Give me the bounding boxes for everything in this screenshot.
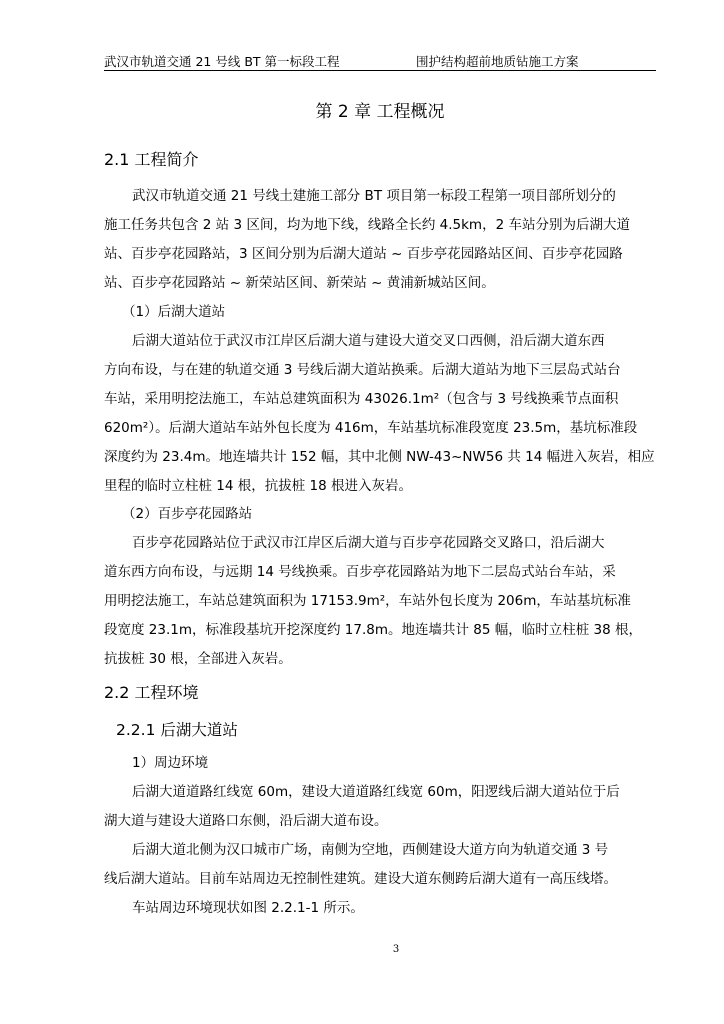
paragraph-line: 百步亭花园路站位于武汉市江岸区后湖大道与百步亭花园路交叉路口，沿后湖大 [132, 535, 605, 551]
list-item-surroundings: 1）周边环境 [132, 755, 209, 771]
paragraph-line: 车站周边环境现状如图 2.2.1-1 所示。 [132, 900, 364, 916]
paragraph-line: 道东西方向布设，与远期 14 号线换乘。百步亭花园路站为地下二层岛式站台车站，采 [104, 564, 616, 580]
paragraph-line: 车站，采用明挖法施工，车站总建筑面积为 43026.1m²（包含与 3 号线换乘节点面积 [104, 391, 619, 407]
paragraph-line: 方向布设，与在建的轨道交通 3 号线后湖大道站换乘。后湖大道站为地下三层岛式站台 [104, 362, 621, 378]
section-heading-2-2: 2.2 工程环境 [104, 683, 199, 702]
paragraph-line: 站、百步亭花园路站 ~ 新荣站区间、新荣站 ~ 黄浦新城站区间。 [104, 275, 495, 291]
paragraph-line: 武汉市轨道交通 21 号线土建施工部分 BT 项目第一标段工程第一项目部所划分的 [132, 188, 616, 204]
subsection-title-houhu-station: （1）后湖大道站 [122, 304, 226, 320]
paragraph-line: 段宽度 23.1m，标准段基坑开挖深度约 17.8m。地连墙共计 85 幅，临时立柱桩 38 根， [104, 622, 643, 638]
header-document-title: 围护结构超前地质钻施工方案 [416, 54, 579, 69]
paragraph-line: 深度约为 23.4m。地连墙共计 152 幅，其中北侧 NW-43~NW56 共 14 幅进入灰岩，相应 [104, 449, 655, 465]
paragraph-line: 抗拔桩 30 根，全部进入灰岩。 [104, 651, 292, 667]
subsection-title-baibuting-station: （2）百步亭花园路站 [122, 506, 253, 522]
paragraph-line: 后湖大道北侧为汉口城市广场，南侧为空地，西侧建设大道方向为轨道交通 3 号 [132, 842, 609, 858]
paragraph-line: 后湖大道站位于武汉市江岸区后湖大道与建设大道交叉口西侧，沿后湖大道东西 [132, 333, 605, 349]
paragraph-line: 后湖大道道路红线宽 60m，建设大道道路红线宽 60m，阳逻线后湖大道站位于后 [132, 784, 620, 800]
page-number: 3 [392, 944, 400, 955]
page-header [104, 50, 656, 71]
paragraph-line: 施工任务共包含 2 站 3 区间，均为地下线，线路全长约 4.5km，2 车站分别为后湖大道 [104, 217, 630, 233]
paragraph-line: 湖大道与建设大道路口东侧，沿后湖大道布设。 [104, 813, 388, 829]
paragraph-line: 620m²）。后湖大道站车站外包长度为 416m，车站基坑标准段宽度 23.5m，基坑标准段 [104, 420, 638, 436]
paragraph-line: 线后湖大道站。目前车站周边无控制性建筑。建设大道东侧跨后湖大道有一高压线塔。 [104, 871, 617, 887]
subsection-heading-2-2-1: 2.2.1 后湖大道站 [116, 721, 238, 739]
chapter-title: 第 2 章 工程概况 [315, 102, 445, 122]
paragraph-line: 里程的临时立柱桩 14 根，抗拔桩 18 根进入灰岩。 [104, 478, 413, 494]
header-project-title: 武汉市轨道交通 21 号线 BT 第一标段工程 [104, 54, 340, 69]
paragraph-line: 站、百步亭花园路站，3 区间分别为后湖大道站 ~ 百步亭花园路站区间、百步亭花园路 [104, 246, 623, 262]
section-heading-2-1: 2.1 工程简介 [104, 150, 199, 169]
paragraph-line: 用明挖法施工，车站总建筑面积为 17153.9m²，车站外包长度为 206m，车站基坑标准 [104, 593, 631, 609]
